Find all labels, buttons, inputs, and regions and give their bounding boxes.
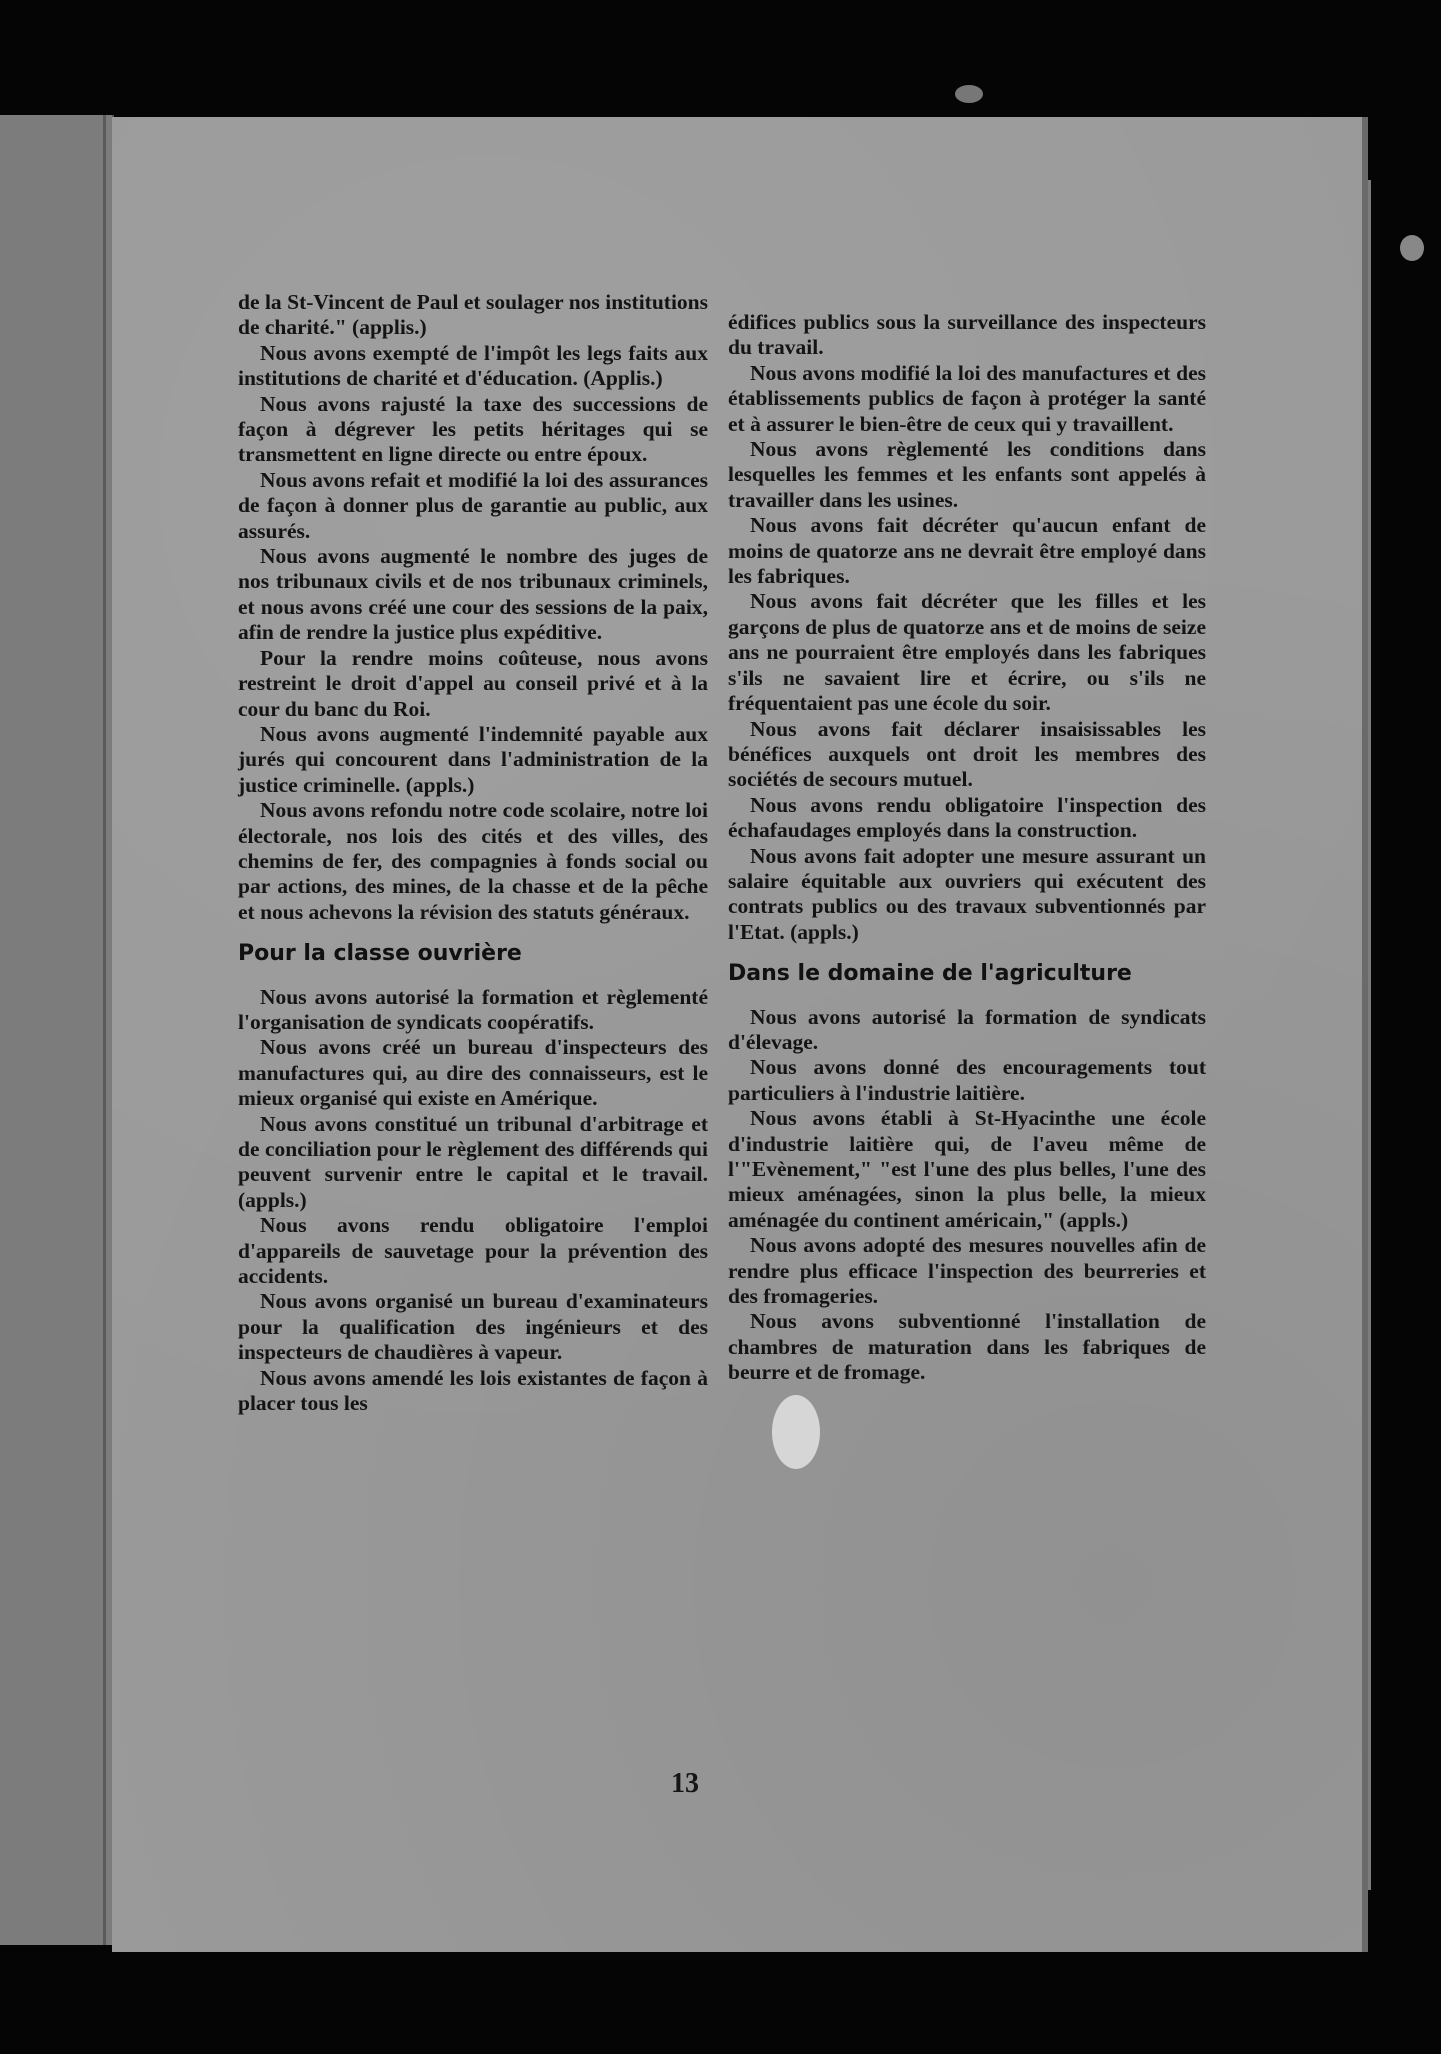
scan-spot xyxy=(955,85,983,103)
paragraph: de la St-Vincent de Paul et soulager nos institutions de charité." (applis.) xyxy=(238,290,708,340)
right-column xyxy=(728,310,1206,1386)
scan-spot xyxy=(1400,235,1424,261)
paragraph: Nous avons exempté de l'impôt les legs faits aux institutions de charité et d'éducation. (Applis.) xyxy=(238,340,708,391)
paragraph: Nous avons subventionné l'installation de chambres de maturation dans les fabriques de beurre et de fromage. xyxy=(728,1309,1206,1385)
section-heading-working-class: Pour la classe ouvrière xyxy=(238,941,522,967)
paragraph: Nous avons refait et modifié la loi des assurances de façon à donner plus de garantie au public, aux assurés. xyxy=(238,467,708,543)
paragraph: Nous avons règlementé les conditions dans lesquelles les femmes et les enfants sont appelés à travailler dans les usines. xyxy=(728,437,1206,512)
paragraph: Nous avons fait décréter que les filles et les garçons de plus de quatorze ans et de moins de seize ans ne pourraient être employés dans les fabriques s'ils ne savaient lire et écrire, ou s'ils ne fréquentaient pas une école du soir. xyxy=(728,589,1206,716)
section-heading-agriculture: Dans le domaine de l'agriculture xyxy=(728,961,1132,987)
paragraph: Nous avons modifié la loi des manufactures et des établissements publics de façon à protéger la santé et à assurer le bien-être de ceux qui y travaillent. xyxy=(728,360,1206,436)
left-column xyxy=(238,290,708,1416)
paragraph: Nous avons refondu notre code scolaire, notre loi électorale, nos lois des cités et des villes, des chemins de fer, des compagnies à fonds social ou par actions, des mines, de la chasse et de la pêche et nous achevons la révision des statuts généraux. xyxy=(238,798,708,924)
paragraph: Nous avons adopté des mesures nouvelles afin de rendre plus efficace l'inspection des beurreries et des fromageries. xyxy=(728,1233,1206,1309)
paragraph: Nous avons autorisé la formation de syndicats d'élevage. xyxy=(728,1004,1206,1054)
page-number: 13 xyxy=(671,1768,699,1799)
previous-page-edge xyxy=(0,115,114,1945)
paragraph: Nous avons amendé les lois existantes de façon à placer tous les xyxy=(238,1365,708,1416)
paragraph: Nous avons rajusté la taxe des successions de façon à dégrever les petits héritages qui se transmettent en ligne directe ou entre époux. xyxy=(238,391,708,467)
paragraph: Nous avons constitué un tribunal d'arbitrage et de conciliation pour le règlement des différends qui peuvent survenir entre le capital et le travail. (appls.) xyxy=(238,1111,708,1212)
paragraph: Nous avons fait déclarer insaisissables les bénéfices auxquels ont droit les membres des sociétés de secours mutuel. xyxy=(728,716,1206,792)
paragraph: Nous avons augmenté l'indemnité payable aux jurés qui concourent dans l'administration de la justice criminelle. (appls.) xyxy=(238,721,708,797)
paragraph: Nous avons donné des encouragements tout particuliers à l'industrie laitière. xyxy=(728,1055,1206,1105)
paragraph: Nous avons organisé un bureau d'examinateurs pour la qualification des ingénieurs et des inspecteurs de chaudières à vapeur. xyxy=(238,1289,708,1365)
paragraph: édifices publics sous la surveillance des inspecteurs du travail. xyxy=(728,310,1206,360)
paper-damage-spot xyxy=(772,1395,820,1469)
paragraph: Pour la rendre moins coûteuse, nous avons restreint le droit d'appel au conseil privé et à la cour du banc du Roi. xyxy=(238,645,708,721)
paragraph: Nous avons créé un bureau d'inspecteurs des manufactures qui, au dire des connaisseurs, est le mieux organisé qui existe en Amérique. xyxy=(238,1035,708,1111)
paragraph: Nous avons augmenté le nombre des juges de nos tribunaux civils et de nos tribunaux criminels, et nous avons créé une cour des sessions de la paix, afin de rendre la justice plus expéditive. xyxy=(238,544,708,645)
paragraph: Nous avons fait adopter une mesure assurant un salaire équitable aux ouvriers qui exécutent des contrats publics ou des travaux subventionnés par l'Etat. (appls.) xyxy=(728,843,1206,944)
paragraph: Nous avons rendu obligatoire l'emploi d'appareils de sauvetage pour la prévention des accidents. xyxy=(238,1213,708,1289)
paragraph: Nous avons établi à St-Hyacinthe une école d'industrie laitière qui, de l'aveu même de l'"Evènement," "est l'une des plus belles, l'une des mieux aménagées, sinon la plus belle, la mieux aménagée du continent américain," (appls.) xyxy=(728,1106,1206,1232)
paragraph: Nous avons rendu obligatoire l'inspection des échafaudages employés dans la construction. xyxy=(728,792,1206,843)
paragraph: Nous avons fait décréter qu'aucun enfant de moins de quatorze ans ne devrait être employé dans les fabriques. xyxy=(728,513,1206,589)
paragraph: Nous avons autorisé la formation et règlementé l'organisation de syndicats coopératifs. xyxy=(238,984,708,1034)
